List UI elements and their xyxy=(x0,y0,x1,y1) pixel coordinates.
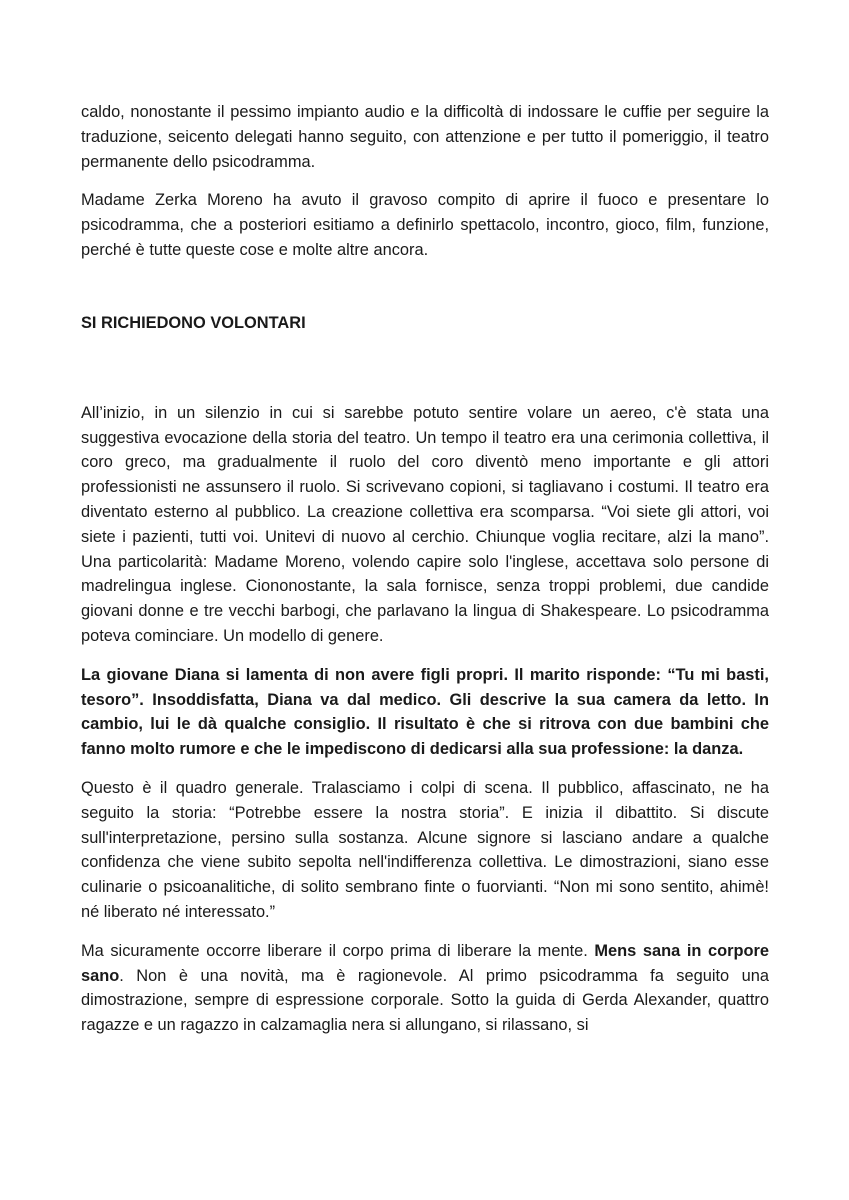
paragraph-1: caldo, nonostante il pessimo impianto audio e la difficoltà di indossare le cuffie per seguire la traduzione, seicento delegati hanno seguito, con attenzione e per tutto il pomeriggio, il teatro permanente dello psicodramma. xyxy=(81,103,769,171)
paragraph-2: Madame Zerka Moreno ha avuto il gravoso compito di aprire il fuoco e presentare lo psicodramma, che a posteriori esitiamo a definirlo spettacolo, incontro, gioco, film, funzione, perché è tutte queste cose e molte altre ancora. xyxy=(81,191,769,259)
paragraph-5: Questo è il quadro generale. Tralasciamo i colpi di scena. Il pubblico, affascinato, ne ha seguito la storia: “Potrebbe essere la nostra storia”. E inizia il dibattito. Si discute sull'interpretazione, persino sulla sostanza. Alcune signore si lasciano andare a qualche confidenza che viene subito sepolta nell'indifferenza collettiva. Le dimostrazioni, siano esse culinarie o psicoanalitiche, di solito sembrano finte o fuorvianti. “Non mi sono sentito, ahimè! né liberato né interessato.” xyxy=(81,778,769,921)
paragraph-6-part-b: . Non è una novità, ma è ragionevole. Al primo psicodramma fa seguito una dimostrazione, sempre di espressione corporale. Sotto la guida di Gerda Alexander, quattro ragazze e un ragazzo in calzamaglia nera si allungano, si rilassano, si xyxy=(81,966,769,1035)
section-heading: SI RICHIEDONO VOLONTARI xyxy=(81,313,306,332)
paragraph-3: All’inizio, in un silenzio in cui si sarebbe potuto sentire volare un aereo, c'è stata una suggestiva evocazione della storia del teatro. Un tempo il teatro era una cerimonia collettiva, il coro greco, ma gradualmente il ruolo del coro diventò meno importante e gli attori professionisti ne assunsero il ruolo. Si scrivevano copioni, si tagliavano i costumi. Il teatro era diventato esterno al pubblico. La creazione collettiva era scomparsa. “Voi siete gli attori, voi siete i pazienti, tutti voi. Unitevi di nuovo al cerchio. Chiunque voglia recitare, alzi la mano”. Una particolarità: Madame Moreno, volendo capire solo l'inglese, accettava solo persone di madrelingua inglese. Ciononostante, la sala fornisce, senza troppi problemi, due candide giovani donne e tre vecchi barbogi, che parlavano la lingua di Shakespeare. Lo psicodramma poteva cominciare. Un modello di genere. xyxy=(81,403,769,645)
paragraph-6 xyxy=(81,939,769,1038)
paragraph-4-bold: La giovane Diana si lamenta di non avere figli propri. Il marito risponde: “Tu mi basti, tesoro”. Insoddisfatta, Diana va dal medico. Gli descrive la sua camera da letto. In cambio, lui le dà qualche consiglio. Il risultato è che si ritrova con due bambini che fanno molto rumore e che le impediscono di dedicarsi alla sua professione: la danza. xyxy=(81,665,769,759)
paragraph-6-bold: Mens sana in corpore sano xyxy=(81,941,769,985)
paragraph-6-part-a: Ma sicuramente occorre liberare il corpo prima di liberare la mente. xyxy=(81,941,595,960)
